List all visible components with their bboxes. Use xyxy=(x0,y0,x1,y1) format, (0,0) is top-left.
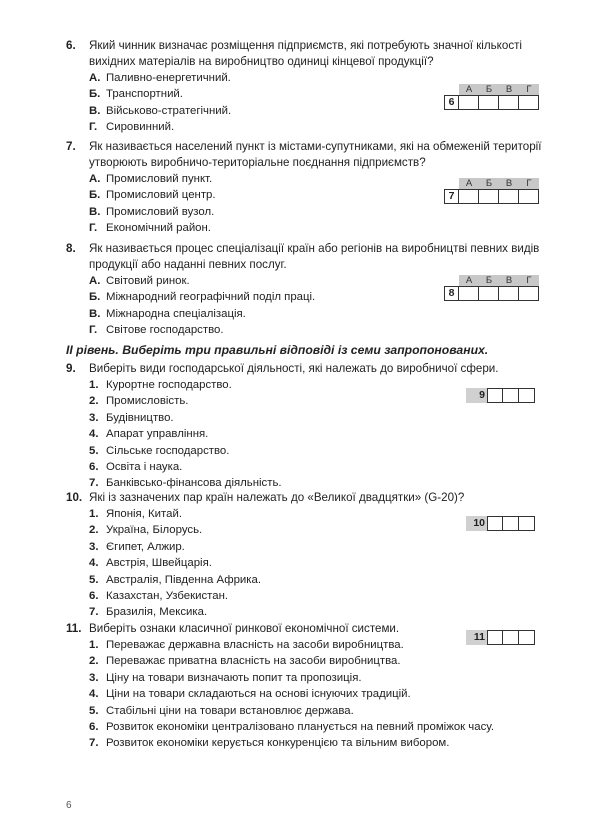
option-number: 6. xyxy=(89,721,99,734)
option-text: Світовий ринок. xyxy=(106,275,190,287)
option-letter: В. xyxy=(89,307,101,320)
answer-cell-c[interactable] xyxy=(499,189,519,204)
answer-box-11 xyxy=(466,630,535,645)
option-5 xyxy=(89,572,544,588)
option-text: Міжнародна спеціалізація. xyxy=(106,307,246,320)
option-text: Японія, Китай. xyxy=(106,508,182,520)
question-stem xyxy=(66,490,544,506)
answer-box-9 xyxy=(466,388,535,403)
option-text: Міжнародний географічний поділ праці. xyxy=(106,291,316,304)
question-text: Виберіть ознаки класичної ринкової економічної системи. xyxy=(89,622,400,635)
option-text: Освіта і наука. xyxy=(106,461,183,474)
header-c: В xyxy=(505,84,513,95)
question-text: Який чинник визначає розміщення підприємств, які потребують значної кількості вихідних матеріалів на виробництво одиниці кінцевої продукції? xyxy=(89,39,523,68)
option-text: Будівництво. xyxy=(106,411,174,424)
option-text: Військово-стратегічний. xyxy=(106,104,232,117)
option-number: 4. xyxy=(89,557,99,570)
option-letter: Г. xyxy=(89,222,98,235)
option-number: 4. xyxy=(89,428,99,441)
question-9 xyxy=(66,361,544,492)
question-number: 11. xyxy=(66,622,82,635)
option-text: Сировинний. xyxy=(106,121,175,134)
option-letter: Г. xyxy=(89,121,98,134)
option-4 xyxy=(89,686,544,702)
header-a: А xyxy=(465,275,473,286)
question-stem xyxy=(66,361,544,377)
option-7 xyxy=(89,604,544,620)
option-text: Промисловий пункт. xyxy=(106,173,213,185)
header-a: А xyxy=(465,84,473,95)
question-stem xyxy=(66,241,544,273)
option-text: Ціни на товари складаються на основі існуючих традицій. xyxy=(106,688,411,701)
answer-cell-a[interactable] xyxy=(459,95,479,110)
option-d xyxy=(89,119,544,135)
option-3 xyxy=(89,410,544,426)
option-number: 4. xyxy=(89,688,99,701)
answer-box-number: 10 xyxy=(466,516,487,531)
option-letter: А. xyxy=(89,275,101,287)
question-number: 8. xyxy=(66,242,76,255)
option-number: 5. xyxy=(89,573,99,586)
question-text: Як називається процес спеціалізації країн або регіонів на виробництві певних видів продукції або наданні певних послуг. xyxy=(89,242,540,271)
question-number: 9. xyxy=(66,362,76,375)
option-5 xyxy=(89,443,544,459)
option-text: Розвиток економіки керується конкуренцією та вільним вибором. xyxy=(106,737,450,750)
option-text: Стабільні ціни на товари встановлює держава. xyxy=(106,704,354,717)
option-letter: А. xyxy=(89,173,101,185)
option-text: Розвиток економіки централізовано планується на певний проміжок часу. xyxy=(106,721,494,734)
option-number: 7. xyxy=(89,477,99,490)
option-text: Транспортний. xyxy=(106,88,183,101)
answer-cell-2[interactable] xyxy=(503,388,519,403)
header-d: Г xyxy=(526,84,532,95)
option-text: Австралія, Південна Африка. xyxy=(106,573,262,586)
answer-cell-b[interactable] xyxy=(479,95,499,110)
option-text: Курортне господарство. xyxy=(106,379,232,391)
option-text: Економічний район. xyxy=(106,222,211,235)
option-text: Сільське господарство. xyxy=(106,444,230,457)
option-text: Світове господарство. xyxy=(106,324,224,337)
option-number: 3. xyxy=(89,671,99,684)
option-letter: А. xyxy=(89,72,101,84)
option-number: 1. xyxy=(89,379,99,391)
header-b: Б xyxy=(485,84,493,95)
page-number: 6 xyxy=(66,800,72,811)
answer-cell-3[interactable] xyxy=(519,388,535,403)
question-number: 10. xyxy=(66,491,83,504)
question-text: Як називається населений пункт із містами-супутниками, які на обмеженій території утворюють виробничо-територіальне поєднання підприємств? xyxy=(89,140,542,169)
option-text: Україна, Білорусь. xyxy=(106,524,203,537)
option-text: Казахстан, Узбекистан. xyxy=(106,590,229,603)
header-c: В xyxy=(505,178,513,189)
answer-grid-8 xyxy=(444,275,539,301)
question-10 xyxy=(66,490,544,621)
option-number: 2. xyxy=(89,655,99,668)
header-c: В xyxy=(505,275,513,286)
option-d xyxy=(89,220,544,236)
option-text: Бразилія, Мексика. xyxy=(106,606,208,619)
option-number: 2. xyxy=(89,524,99,537)
option-5 xyxy=(89,703,544,719)
option-letter: В. xyxy=(89,205,101,218)
answer-grid-number: 6 xyxy=(444,95,459,110)
option-c xyxy=(89,204,544,220)
option-text: Австрія, Швейцарія. xyxy=(106,557,212,570)
option-text: Паливно-енергетичний. xyxy=(106,72,231,84)
option-number: 6. xyxy=(89,590,99,603)
answer-cell-1[interactable] xyxy=(487,630,503,645)
option-number: 7. xyxy=(89,737,99,750)
answer-grid-header xyxy=(459,178,539,189)
header-d: Г xyxy=(526,178,532,189)
answer-cell-2[interactable] xyxy=(503,516,519,531)
answer-cell-b[interactable] xyxy=(479,286,499,301)
option-number: 3. xyxy=(89,540,99,553)
option-text: Банківсько-фінансова діяльність. xyxy=(106,477,282,490)
option-letter: Б. xyxy=(89,88,101,101)
header-b: Б xyxy=(485,275,493,286)
option-letter: Б. xyxy=(89,189,101,202)
answer-cell-a[interactable] xyxy=(459,189,479,204)
option-letter: Г. xyxy=(89,324,98,337)
option-letter: В. xyxy=(89,104,101,117)
option-c xyxy=(89,306,544,322)
question-stem xyxy=(66,38,544,70)
option-2 xyxy=(89,653,544,669)
option-number: 1. xyxy=(89,508,99,520)
answer-cell-c[interactable] xyxy=(499,95,519,110)
option-7 xyxy=(89,735,544,751)
answer-box-number: 11 xyxy=(466,630,487,645)
answer-grid-6 xyxy=(444,84,539,110)
option-number: 7. xyxy=(89,606,99,619)
question-number: 7. xyxy=(66,140,76,153)
option-number: 5. xyxy=(89,444,99,457)
answer-grid-number: 8 xyxy=(444,286,459,301)
answer-cell-3[interactable] xyxy=(519,630,535,645)
option-text: Промисловість. xyxy=(106,395,189,408)
answer-box-10 xyxy=(466,516,535,531)
answer-cell-d[interactable] xyxy=(519,286,539,301)
answer-cell-d[interactable] xyxy=(519,95,539,110)
answer-cell-1[interactable] xyxy=(487,388,503,403)
option-text: Промисловий вузол. xyxy=(106,205,215,218)
answer-cell-2[interactable] xyxy=(503,630,519,645)
header-b: Б xyxy=(485,178,493,189)
option-number: 2. xyxy=(89,395,99,408)
option-text: Ціну на товари визначають попит та пропозиція. xyxy=(106,671,362,684)
option-number: 6. xyxy=(89,461,99,474)
option-number: 3. xyxy=(89,411,99,424)
answer-grid-header xyxy=(459,84,539,95)
answer-cell-c[interactable] xyxy=(499,286,519,301)
option-4 xyxy=(89,555,544,571)
option-6 xyxy=(89,719,544,735)
option-3 xyxy=(89,670,544,686)
option-text: Єгипет, Алжир. xyxy=(106,540,185,553)
answer-grid-number: 7 xyxy=(444,189,459,204)
option-text: Апарат управління. xyxy=(106,428,209,441)
section-title: ІІ рівень. Виберіть три правильні відповіді із семи запропонованих. xyxy=(66,343,489,357)
answer-cell-1[interactable] xyxy=(487,516,503,531)
header-d: Г xyxy=(526,275,532,286)
option-number: 5. xyxy=(89,704,99,717)
option-text: Промисловий центр. xyxy=(106,189,216,202)
question-stem xyxy=(66,139,544,171)
answer-grid-7 xyxy=(444,178,539,204)
question-text: Виберіть види господарської діяльності, які належать до виробничої сфери. xyxy=(89,362,499,375)
option-number: 1. xyxy=(89,639,99,651)
option-4 xyxy=(89,426,544,442)
header-a: А xyxy=(465,178,473,189)
question-text: Які із зазначених пар країн належать до «Великої двадцятки» (G-20)? xyxy=(89,491,465,504)
answer-cell-3[interactable] xyxy=(519,516,535,531)
option-d xyxy=(89,322,544,338)
option-6 xyxy=(89,588,544,604)
option-text: Переважає приватна власність на засоби виробництва. xyxy=(106,655,401,668)
answer-cell-b[interactable] xyxy=(479,189,499,204)
answer-box-number: 9 xyxy=(466,388,487,403)
answer-cell-d[interactable] xyxy=(519,189,539,204)
option-6 xyxy=(89,459,544,475)
option-letter: Б. xyxy=(89,291,101,304)
question-number: 6. xyxy=(66,39,76,52)
answer-cell-a[interactable] xyxy=(459,286,479,301)
option-text: Переважає державна власність на засоби виробництва. xyxy=(106,639,404,651)
option-3 xyxy=(89,539,544,555)
answer-grid-header xyxy=(459,275,539,286)
